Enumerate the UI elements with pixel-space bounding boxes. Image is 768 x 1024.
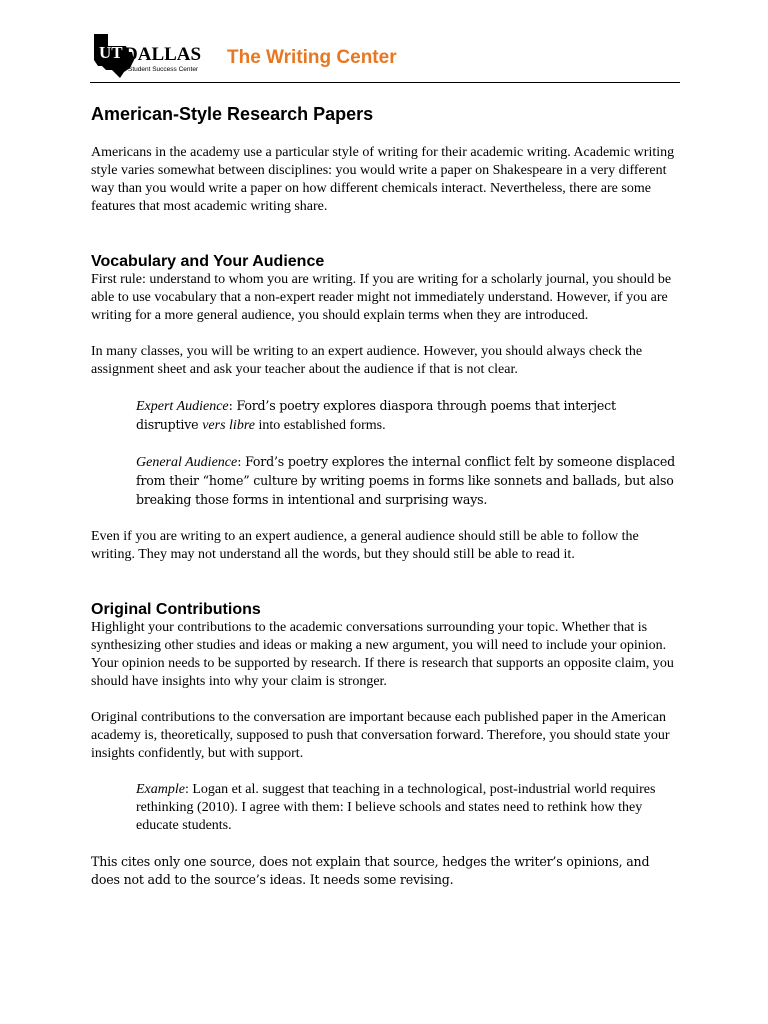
general-audience-example	[136, 453, 681, 510]
svg-text:Student Success Center: Student Success Center	[128, 66, 199, 73]
page-header	[90, 30, 680, 82]
writing-center-title: The Writing Center	[227, 47, 397, 68]
ut-dallas-logo	[90, 30, 214, 80]
intro-paragraph: Americans in the academy use a particular style of writing for their academic writing. Academic writing style varies somewhat between disciplines: you would write a paper on Shakespeare in a very different way than you would write a paper on how different chemicals interact. Nevertheless, there are some features that most academic writing share.	[91, 144, 675, 214]
example-text: : Logan et al. suggest that teaching in a technological, post-industrial world requires rethinking (2010). I agree with them: I believe schools and states need to rethink how they educate students.	[136, 781, 656, 833]
svg-text:UT: UT	[99, 43, 123, 62]
svg-text:DALLAS: DALLAS	[124, 44, 202, 65]
expert-audience-label: Expert Audience	[136, 398, 229, 414]
vocabulary-paragraph-1: First rule: understand to whom you are writing. If you are writing for a scholarly journal, you should be able to use vocabulary that a non-expert reader might not immediately understand. However, if you are writing for a more general audience, you should explain terms when they are introduced.	[91, 271, 672, 323]
expert-audience-text-a: : Ford’s poetry explores diaspora through poems that interject disruptive	[136, 397, 616, 432]
expert-audience-text-b: into established forms.	[254, 417, 386, 433]
example-label: Example	[136, 781, 185, 797]
vers-libre-term: vers libre	[202, 417, 255, 433]
vocabulary-paragraph-3: Even if you are writing to an expert audience, a general audience should still be able to follow the writing. They may not understand all the words, but they should still be able to read it.	[91, 528, 639, 562]
general-audience-text: : Ford’s poetry explores the internal conflict felt by someone displaced from their “home” culture by writing poems in forms like sonnets and ballads, but also breaking those forms in intentional and surprising ways.	[136, 453, 675, 507]
example-block	[136, 781, 681, 835]
expert-audience-example	[136, 397, 681, 435]
document-title: American-Style Research Papers	[91, 104, 374, 124]
header-divider	[90, 82, 680, 83]
contributions-paragraph-3: This cites only one source, does not explain that source, hedges the writer’s opinions, and does not add to the source’s ideas. It needs some revising.	[91, 853, 650, 887]
contributions-paragraph-2: Original contributions to the conversation are important because each published paper in the American academy is, theoretically, supposed to push that conversation forward. Therefore, you should state your insights confidently, but with support.	[91, 709, 670, 761]
section-heading-vocabulary: Vocabulary and Your Audience	[91, 252, 325, 270]
contributions-paragraph-1: Highlight your contributions to the academic conversations surrounding your topic. Whether that is synthesizing other studies and ideas or making a new argument, you will need to include your opinion. Your opinion needs to be supported by research. If there is research that supports an opposite claim, you should have insights into why your claim is stronger.	[91, 619, 674, 689]
general-audience-label: General Audience	[136, 454, 238, 470]
document-body	[91, 104, 681, 889]
vocabulary-paragraph-2: In many classes, you will be writing to an expert audience. However, you should always check the assignment sheet and ask your teacher about the audience if that is not clear.	[91, 343, 643, 377]
section-heading-contributions: Original Contributions	[91, 600, 261, 618]
